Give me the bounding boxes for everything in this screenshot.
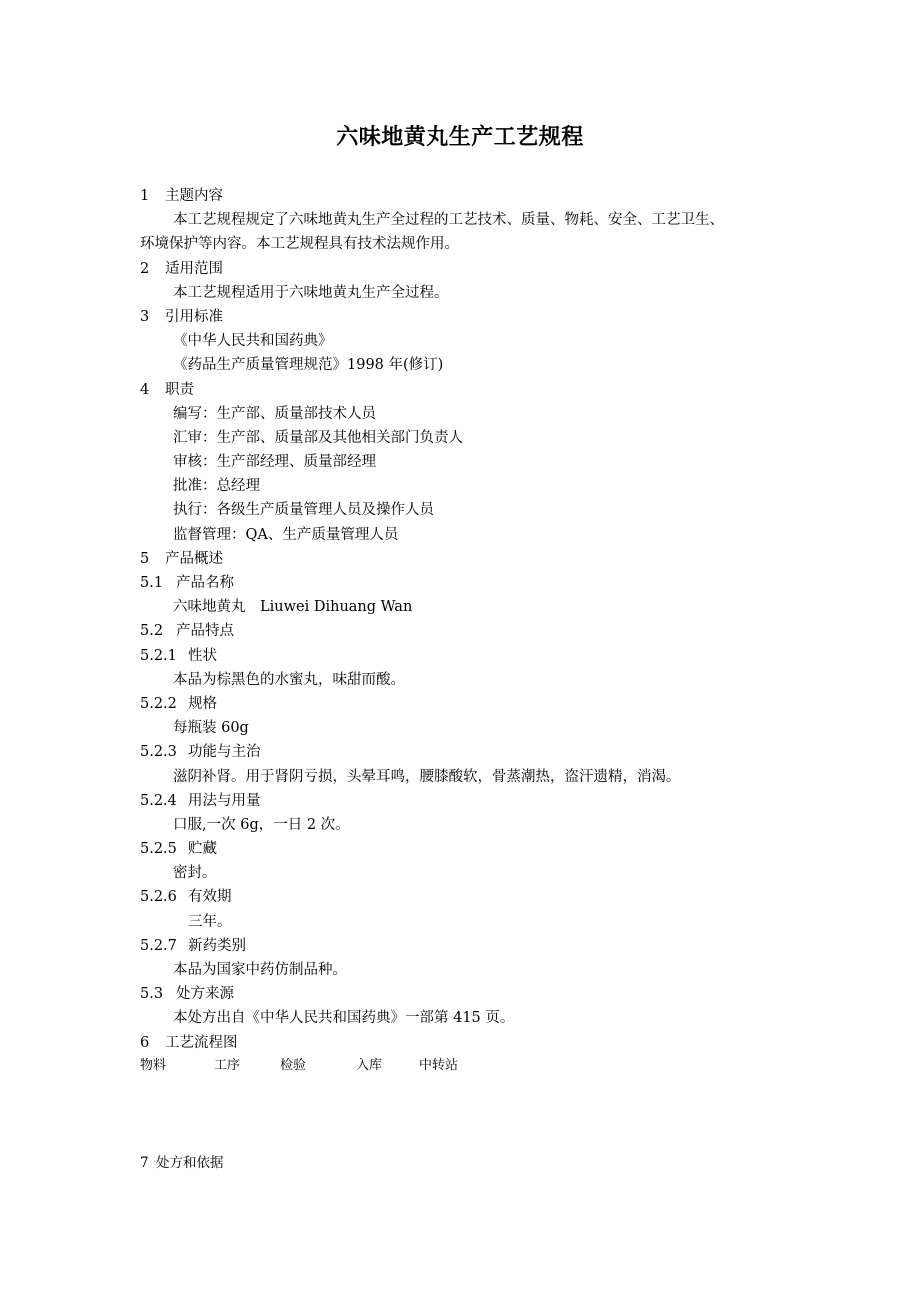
paragraph-line: 每瓶装 60g — [173, 720, 249, 737]
section-heading — [140, 1151, 224, 1171]
section-number: 5.2.3 — [140, 744, 177, 761]
flow-label-warehousing: 入库 — [356, 1058, 383, 1073]
section-number: 5.1 — [140, 575, 164, 591]
paragraph-line: 审核：生产部经理、质量部经理 — [173, 454, 376, 471]
section-heading — [140, 1031, 800, 1055]
section-number: 5.2.7 — [140, 937, 177, 954]
subsection-heading — [140, 692, 800, 716]
paragraph-line: 三年。 — [188, 913, 232, 930]
paragraph-line: 本品为国家中药仿制品种。 — [173, 962, 347, 978]
section-number: 5.3 — [140, 986, 164, 1003]
flow-label-inspection: 检验 — [280, 1058, 307, 1073]
section-number: 5.2.1 — [140, 647, 177, 664]
section-number: 4 — [140, 381, 150, 398]
paragraph-line: 本工艺规程规定了六味地黄丸生产全过程的工艺技术、质量、物耗、安全、工艺卫生、 — [173, 212, 724, 229]
paragraph-line: 编写：生产部、质量部技术人员 — [173, 405, 376, 422]
paragraph-line: 批准：总经理 — [173, 478, 260, 495]
section-title: 新药类别 — [188, 937, 246, 954]
section-number: 5.2 — [140, 623, 164, 640]
section-number: 2 — [140, 260, 150, 277]
section-title: 产品概述 — [165, 550, 223, 567]
section-number: 5.2.4 — [140, 792, 177, 809]
subsection-heading — [140, 789, 800, 813]
section-title: 职责 — [165, 381, 194, 398]
subsection-heading — [140, 644, 800, 668]
section-title: 处方和依据 — [156, 1155, 224, 1171]
flow-label-process: 工序 — [214, 1058, 241, 1073]
section-title: 产品特点 — [176, 623, 234, 640]
paragraph-line: 环境保护等内容。本工艺规程具有技术法规作用。 — [140, 236, 459, 253]
section-number: 5 — [140, 550, 150, 567]
paragraph-line: 监督管理：QA、生产质量管理人员 — [173, 526, 399, 543]
paragraph-line: 汇审：生产部、质量部及其他相关部门负责人 — [173, 429, 463, 446]
section-title: 适用范围 — [165, 260, 223, 277]
section-title: 有效期 — [188, 889, 232, 906]
paragraph-line: 本处方出自《中华人民共和国药典》一部第 415 页。 — [173, 1010, 515, 1027]
subsection-heading — [140, 934, 800, 958]
section-title: 贮藏 — [188, 841, 217, 858]
paragraph-line: 《药品生产质量管理规范》1998 年(修订) — [173, 357, 444, 374]
document-title: 六味地黄丸生产工艺规程 — [336, 125, 584, 150]
section-title: 引用标准 — [165, 308, 223, 325]
section-heading — [140, 257, 800, 281]
section-number: 3 — [140, 308, 150, 325]
section-title: 规格 — [188, 695, 217, 712]
paragraph-line: 《中华人民共和国药典》 — [173, 333, 333, 350]
subsection-heading — [140, 571, 800, 595]
section-number: 5.2.2 — [140, 695, 177, 712]
section-number: 5.2.5 — [140, 841, 177, 858]
document-body — [140, 184, 800, 1055]
section-heading — [140, 305, 800, 329]
flow-label-transfer-station: 中转站 — [419, 1058, 459, 1073]
paragraph-line: 六味地黄丸 Liuwei Dihuang Wan — [173, 599, 413, 616]
section-number: 6 — [140, 1034, 150, 1051]
section-title: 主题内容 — [165, 188, 223, 204]
section-heading — [140, 378, 800, 402]
paragraph-line: 口服,一次 6g，一日 2 次。 — [173, 816, 350, 833]
section-number: 1 — [140, 188, 150, 204]
section-title: 工艺流程图 — [165, 1034, 238, 1051]
section-heading — [140, 184, 800, 208]
subsection-heading — [140, 619, 800, 643]
subsection-heading — [140, 982, 800, 1006]
paragraph-line: 密封。 — [173, 865, 217, 882]
section-title: 功能与主治 — [188, 744, 261, 761]
paragraph-line: 本品为棕黑色的水蜜丸，味甜而酸。 — [173, 671, 405, 688]
section-heading — [140, 547, 800, 571]
section-number: 5.2.6 — [140, 889, 177, 906]
flow-label-material: 物料 — [140, 1058, 167, 1073]
section-number: 7 — [140, 1155, 149, 1171]
section-title: 性状 — [188, 647, 217, 664]
subsection-heading — [140, 885, 800, 909]
paragraph-line: 执行：各级生产质量管理人员及操作人员 — [173, 502, 434, 519]
section-title: 产品名称 — [176, 575, 234, 591]
subsection-heading — [140, 740, 800, 764]
paragraph-line: 滋阴补肾。用于肾阴亏损，头晕耳鸣，腰膝酸软，骨蒸潮热，盗汗遗精，消渴。 — [173, 768, 681, 785]
paragraph-line: 本工艺规程适用于六味地黄丸生产全过程。 — [173, 284, 449, 301]
subsection-heading — [140, 837, 800, 861]
section-title: 处方来源 — [176, 986, 234, 1003]
section-title: 用法与用量 — [188, 792, 261, 809]
